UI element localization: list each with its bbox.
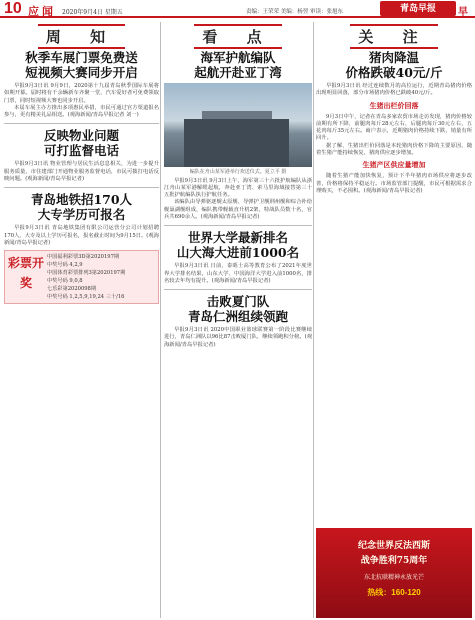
ad-line: 战争胜利75周年	[360, 556, 428, 566]
headline: 海军护航编队 起航开赴亚丁湾	[194, 50, 282, 80]
advertisement	[316, 528, 472, 618]
article-body: 本届车展主办方推出多项惠民举措，市民可通过官方渠道报名参与，更有精美礼品相送。(观海新闻/青岛早报记者 刘一)	[4, 104, 159, 119]
lottery-row: 七乐彩第2020098期	[47, 286, 97, 293]
headline: 秋季车展门票免费送 短视频大赛同步开启	[25, 50, 138, 80]
lottery-row: 中奖号码 4,2,9	[47, 262, 83, 269]
subheading: 生猪出栏价回落	[369, 100, 419, 110]
article-body: 该编队由导弹驱逐舰太原舰、导弹护卫舰荆州舰和综合补给舰巢湖舰组成，编队携带舰载直升机2架，特战队员数十名，官兵共690余人。(观海新闻/青岛早报记者)	[164, 199, 312, 220]
newspaper-logo: 青岛早报	[380, 1, 456, 16]
article-body: 随着生猪产能加快恢复，预计下半年猪肉市场供应将逐步改善，价格将保持平稳运行。市场监管部门提醒，市民可根据需求合理购买，不必囤积。(观海新闻/青岛早报记者)	[316, 173, 472, 194]
editor-credits: 责编：王荣荣 美编：杨翌 审读：张旭东	[246, 9, 343, 15]
article-body: 早报9月3日讯 9月3日上午，海军第三十六批护航编队从浙江舟山某军港解缆起航，奔赴亚丁湾、索马里海域接替第三十五批护航编队执行护航任务。	[164, 177, 312, 199]
lottery-row: 中国体育彩票排列3第2020197期	[47, 270, 126, 277]
article-body: 早报9月3日讯 物业管理与居民生活息息相关，为进一步提升服务质量，市住建部门开通物业服务监督电话，市民可拨打电话反映问题。(观海新闻/青岛早报记者)	[4, 161, 159, 183]
column-divider	[160, 22, 161, 618]
page-number: 10	[4, 0, 22, 17]
article-body: 早报9月3日讯 2020中国职业篮球联赛第一阶段比赛继续进行，青岛仁洲队以96比87击败厦门队，继续领跑积分榜。(观海新闻/青岛早报记者)	[164, 327, 312, 348]
ad-line: 纪念世界反法西斯	[357, 541, 430, 551]
lottery-title: 彩票开奖	[7, 256, 44, 291]
article-body: 据了解，生猪出栏价回落是本轮猪肉价格下降的主要原因，随着生猪产能持续恢复，猪肉供应逐步增加。	[316, 142, 472, 157]
lottery-row: 中奖号码 9,0,8	[47, 278, 83, 285]
lottery-row: 中国福利彩票3D第2020197期	[47, 254, 120, 261]
column-right	[316, 20, 472, 195]
section-mark: 看 点	[194, 24, 281, 49]
ad-hotline: 热线：160-120	[367, 588, 421, 597]
article-body: 早报9月3日讯 日前，泰晤士高等教育公布了2021年度世界大学排名结果，山东大学、中国海洋大学进入前1000名，排名较去年均有提升。(观海新闻/青岛早报记者)	[164, 263, 312, 284]
article-body: 早报9月3日讯 9月9日，2020第十九届青岛秋季国际车展将如期开幕。届时将有千余辆新车齐聚一堂，汽车爱好者可免费领取门票，同时短视频大赛也同步开启。	[4, 83, 159, 104]
lottery-box	[4, 250, 159, 304]
section-title: 应 闻	[28, 6, 54, 18]
ad-line: 东北抗联精神永放光芒	[363, 574, 424, 581]
column-middle	[164, 20, 312, 349]
issue-date: 2020年9月4日 星期五	[62, 9, 123, 16]
news-photo	[164, 83, 312, 167]
column-left	[4, 20, 159, 304]
article-body: 早报9月3日讯 经过连续数月的高位运行，近期青岛猪肉价格出现明显回落，部分市场猪肉价格已跌破40元/斤。	[316, 83, 472, 97]
page-header	[0, 0, 475, 18]
section-mark: 关 注	[350, 24, 437, 49]
article-body: 早报9月3日讯 青岛地铁集团有限公司运营分公司计划招聘170人，大专及以上学历可报名，报名截止时间为9月15日。(观海新闻/青岛早报记者)	[4, 225, 159, 246]
headline: 猪肉降温 价格跌破40元/斤	[345, 50, 443, 80]
photo-caption: 编队在舟山某军港举行欢送仪式。夏立平 摄	[189, 169, 287, 175]
headline: 世界大学最新排名 山大海大进前1000名	[176, 230, 300, 261]
subheading: 生猪产区供应量增加	[362, 160, 426, 170]
article-body: 9月3日中午，记者在青岛多家农贸市场走访发现，猪肉价格较前期有所下降，前腿肉每斤28元左右，后腿肉每斤30元左右，五花肉每斤35元左右。商户表示，近期猪肉价格持续下跌，销量有所回升。	[316, 113, 472, 142]
lottery-row: 中奖号码 1,2,5,9,19,24 三十/16	[47, 294, 125, 301]
headline: 击败夏门队 青岛仁洲组续领跑	[187, 294, 288, 325]
logo-mark: 早	[458, 7, 468, 18]
headline: 青岛地铁招170人 大专学历可报名	[30, 192, 133, 223]
headline: 反映物业问题 可打监督电话	[43, 128, 119, 159]
column-divider	[313, 22, 314, 618]
section-mark: 周 知	[38, 24, 125, 49]
